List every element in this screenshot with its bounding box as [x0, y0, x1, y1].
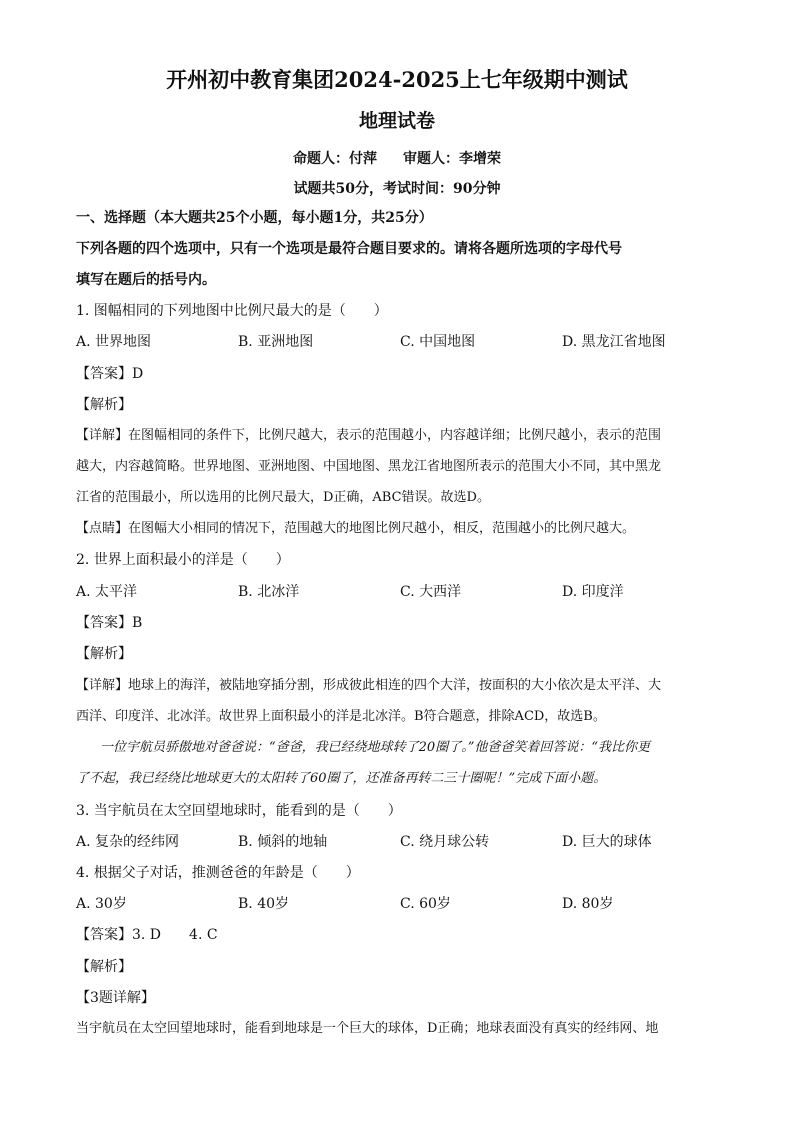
q1-detail-1: 【详解】在图幅相同的条件下，比例尺越大，表示的范围越小，内容越详细；比例尺越小，表示的范围	[76, 428, 662, 443]
q4-option-a: A. 30岁	[76, 896, 127, 912]
section-instruction-2: 填写在题后的括号内。	[76, 272, 216, 288]
q2-detail-2: 西洋、印度洋、北冰洋。故世界上面积最小的洋是北冰洋。B符合题意，排除ACD，故选B。	[76, 709, 606, 724]
q4-option-c: C. 60岁	[400, 896, 451, 912]
exam-authors	[0, 148, 794, 168]
q1-detail-2: 越大，内容越简略。世界地图、亚洲地图、中国地图、黑龙江省地图所表示的范围大小不同，其中黑龙	[76, 459, 662, 474]
story-line-1: 一位宇航员骄傲地对爸爸说：“爸爸，我已经绕地球转了20圈了。”他爸爸笑着回答说：“我比你更	[100, 740, 650, 755]
q3-detail-heading: 【3题详解】	[76, 990, 155, 1006]
q3-detail-1: 当宇航员在太空回望地球时，能看到地球是一个巨大的球体，D正确；地球表面没有真实的经纬网、地	[76, 1021, 659, 1036]
section-instruction-1: 下列各题的四个选项中，只有一个选项是最符合题目要求的。请将各题所选项的字母代号	[76, 241, 622, 257]
q2-option-c: C. 大西洋	[400, 584, 462, 600]
q1-option-c: C. 中国地图	[400, 334, 476, 350]
q1-option-a: A. 世界地图	[76, 334, 152, 350]
q3-option-a: A. 复杂的经纬网	[76, 834, 180, 850]
q1-option-d: D. 黑龙江省地图	[562, 334, 666, 350]
q34-analysis: 【解析】	[76, 959, 132, 975]
author-label: 命题人：付萍	[293, 151, 377, 167]
q4-option-d: D. 80岁	[562, 896, 614, 912]
q2-option-b: B. 北冰洋	[238, 584, 300, 600]
q2-stem: 2. 世界上面积最小的洋是（ ）	[76, 552, 290, 568]
exam-info: 试题共50分，考试时间：90分钟	[293, 181, 501, 197]
q1-tip: 【点睛】在图幅大小相同的情况下，范围越大的地图比例尺越小，相反，范围越小的比例尺越大。	[76, 521, 636, 536]
q2-answer: 【答案】B	[76, 615, 143, 631]
q2-detail-1: 【详解】地球上的海洋，被陆地穿插分割，形成彼此相连的四个大洋，按面积的大小依次是太平洋、大	[76, 678, 662, 693]
q1-detail-3: 江省的范围最小，所以选用的比例尺最大，D正确，ABC错误。故选D。	[76, 490, 490, 505]
q2-option-a: A. 太平洋	[76, 584, 138, 600]
q3-stem: 3. 当宇航员在太空回望地球时，能看到的是（ ）	[76, 803, 402, 819]
q4-option-b: B. 40岁	[238, 896, 290, 912]
q3-option-b: B. 倾斜的地轴	[238, 834, 328, 850]
q4-stem: 4. 根据父子对话，推测爸爸的年龄是（ ）	[76, 865, 360, 881]
q1-option-b: B. 亚洲地图	[238, 334, 314, 350]
story-line-2: 了不起，我已经绕比地球更大的太阳转了60圈了，还准备再转二三十圈呢！”完成下面小题。	[76, 771, 607, 786]
q3-option-c: C. 绕月球公转	[400, 834, 490, 850]
reviewer-label: 审题人：李增荣	[403, 151, 501, 167]
section-heading: 一、选择题（本大题共25个小题，每小题1分，共25分）	[76, 210, 433, 226]
q34-answer: 【答案】3. D 4. C	[76, 927, 218, 943]
q3-option-d: D. 巨大的球体	[562, 834, 652, 850]
q2-option-d: D. 印度洋	[562, 584, 624, 600]
q1-stem: 1. 图幅相同的下列地图中比例尺最大的是（ ）	[76, 303, 388, 319]
exam-title: 开州初中教育集团2024-2025上七年级期中测试	[166, 67, 628, 92]
exam-subtitle: 地理试卷	[358, 110, 435, 132]
q1-answer: 【答案】D	[76, 366, 144, 382]
q2-analysis: 【解析】	[76, 646, 132, 662]
q1-analysis: 【解析】	[76, 397, 132, 413]
